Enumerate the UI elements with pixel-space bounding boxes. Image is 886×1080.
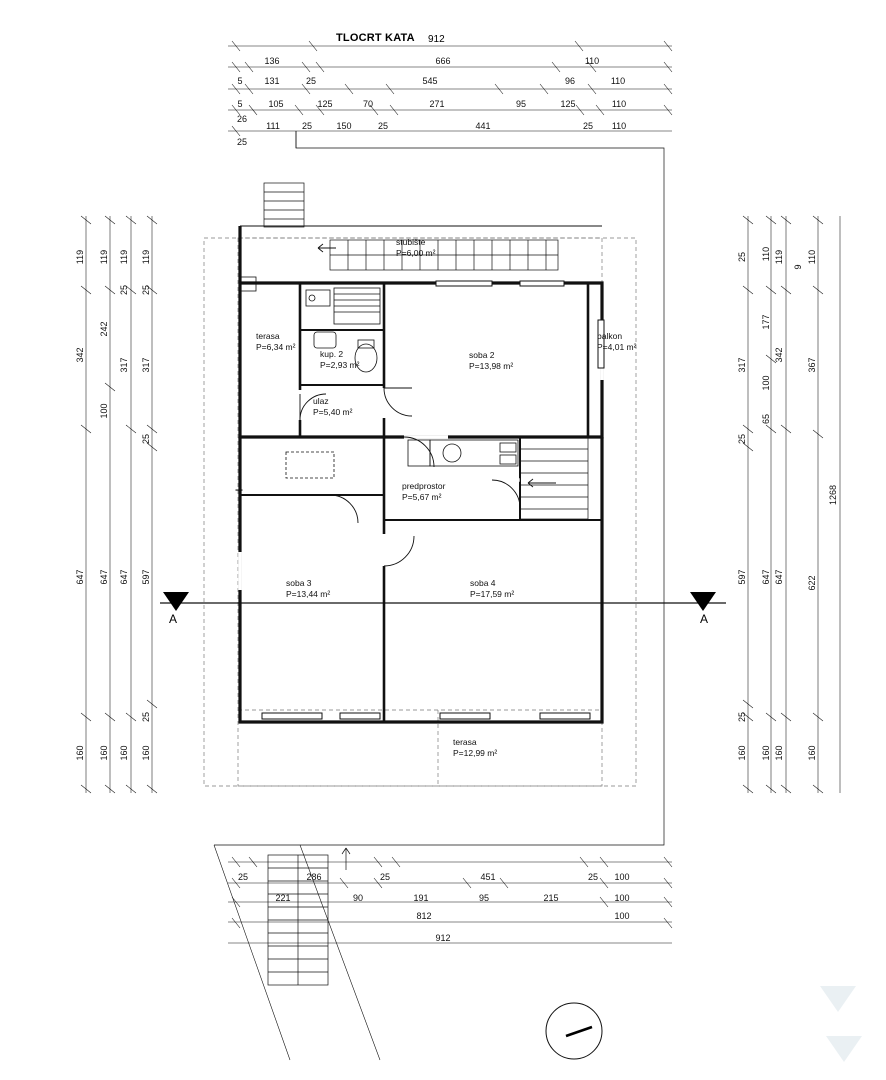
dimension-right: 160 — [737, 745, 747, 761]
dimension-bottom: 286 — [306, 872, 322, 882]
wall-openings — [240, 330, 602, 590]
dimension-top: 125 — [317, 99, 333, 109]
room-area: P=13,44 m² — [286, 589, 331, 599]
dimension-left: 647 — [75, 569, 85, 585]
dimension-bottom: 912 — [435, 933, 451, 943]
section-line-a-a — [160, 592, 726, 611]
dimension-top: 110 — [610, 76, 626, 86]
section-marker-left: A — [169, 612, 178, 626]
dimension-top: 95 — [515, 99, 526, 109]
dimension-bottom: 100 — [614, 872, 630, 882]
dimension-left: 317 — [119, 357, 129, 373]
room-label — [313, 396, 352, 418]
room-area: P=6,00 m² — [396, 248, 436, 258]
dimension-bottom: 100 — [614, 893, 630, 903]
watermark-shapes — [820, 986, 862, 1062]
room-label — [597, 331, 636, 353]
overall-dimension-top: 912 — [428, 34, 445, 45]
dimension-left: 160 — [75, 745, 85, 761]
dimension-right: 119 — [774, 249, 784, 265]
room-name: kup. 2 — [320, 349, 344, 359]
dimension-top: 26 — [236, 114, 247, 124]
dimension-top: 25 — [301, 121, 312, 131]
room-label — [320, 349, 359, 371]
room-label — [256, 331, 295, 353]
dimension-right: 317 — [737, 357, 747, 373]
dimension-bottom: 95 — [478, 893, 489, 903]
dimension-ticks — [81, 41, 823, 928]
dimension-top: 5 — [237, 76, 243, 86]
dimension-right: 160 — [774, 745, 784, 761]
room-label — [453, 737, 497, 759]
kitchen-fixtures — [408, 440, 518, 466]
dimension-top: 150 — [336, 121, 352, 131]
stair-exterior-top — [264, 183, 304, 227]
room-name: soba 4 — [470, 578, 496, 588]
dimension-left: 25 — [119, 285, 129, 296]
room-name: soba 3 — [286, 578, 312, 588]
room-name: ulaz — [313, 396, 329, 406]
room-name: terasa — [256, 331, 280, 341]
room-area: P=5,67 m² — [402, 492, 442, 502]
dimension-right: 622 — [807, 575, 817, 591]
north-arrow — [546, 1003, 602, 1059]
dimension-bottom: 221 — [275, 893, 291, 903]
room-label — [286, 578, 330, 600]
room-area: P=4,01 m² — [597, 342, 637, 352]
dimension-top: 25 — [582, 121, 593, 131]
dimension-top: 111 — [266, 121, 280, 131]
dimension-left: 119 — [141, 249, 151, 265]
dimension-left: 25 — [141, 285, 151, 296]
dimension-top: 110 — [611, 121, 627, 131]
dimension-left: 317 — [141, 357, 151, 373]
room-label — [470, 578, 514, 600]
stair-interior — [520, 437, 588, 519]
room-label — [402, 481, 445, 503]
dimension-right: 100 — [761, 375, 771, 391]
dimension-left: 160 — [141, 745, 151, 761]
dimension-left: 119 — [75, 249, 85, 265]
room-area: P=13,98 m² — [469, 361, 514, 371]
projection-outline — [204, 238, 636, 786]
room-area: P=5,40 m² — [313, 407, 353, 417]
room-area: P=12,99 m² — [453, 748, 498, 758]
room-area: P=6,34 m² — [256, 342, 296, 352]
misc-blocks — [240, 277, 334, 478]
dimension-top: 125 — [560, 99, 576, 109]
room-area: P=2,93 m² — [320, 360, 360, 370]
dimension-top: 70 — [362, 99, 373, 109]
dimension-left: 100 — [99, 403, 109, 419]
dimension-right: 160 — [807, 745, 817, 761]
dimension-top: 666 — [435, 56, 451, 66]
dimension-left: 647 — [119, 569, 129, 585]
dimension-bottom: 191 — [413, 893, 429, 903]
dimension-top: 545 — [422, 76, 438, 86]
stair-stubiste — [318, 240, 558, 270]
dimension-top: 96 — [564, 76, 575, 86]
dimension-left: 160 — [119, 745, 129, 761]
dimension-top: 25 — [236, 137, 247, 147]
dimension-right: 597 — [737, 569, 747, 585]
dimension-top: 110 — [611, 99, 627, 109]
dimension-right: 647 — [774, 569, 784, 585]
dimension-right: 1268 — [828, 484, 838, 506]
dimension-bottom: 25 — [379, 872, 390, 882]
dimension-right: 367 — [807, 357, 817, 373]
dimension-right: 110 — [807, 249, 817, 265]
dimension-bottom: 25 — [237, 872, 248, 882]
dimension-right: 25 — [737, 712, 747, 723]
dimension-bottom: 451 — [480, 872, 496, 882]
dimension-right: 647 — [761, 569, 771, 585]
dimension-top: 25 — [377, 121, 388, 131]
dimension-left: 342 — [75, 347, 85, 363]
dimension-bottom: 25 — [587, 872, 598, 882]
dimension-right: 160 — [761, 745, 771, 761]
dimension-right: 65 — [761, 414, 771, 425]
dimension-right: 177 — [761, 314, 771, 330]
dimension-top: 105 — [268, 99, 284, 109]
dimension-left: 597 — [141, 569, 151, 585]
dimension-bottom: 812 — [416, 911, 432, 921]
room-name: predprostor — [402, 481, 446, 491]
dimension-top: 441 — [475, 121, 491, 131]
dimension-right: 25 — [737, 252, 747, 263]
dimension-left: 119 — [99, 249, 109, 265]
room-label — [396, 237, 435, 259]
walls — [240, 226, 602, 722]
room-name: soba 2 — [469, 350, 495, 360]
room-name: terasa — [453, 737, 477, 747]
dimension-left: 25 — [141, 434, 151, 445]
dimension-bottom: 215 — [543, 893, 559, 903]
section-marker-right: A — [700, 612, 709, 626]
dimension-right: 110 — [761, 246, 771, 262]
dimension-top: 271 — [429, 99, 445, 109]
dimension-top: 110 — [584, 56, 600, 66]
dimension-top: 131 — [264, 76, 280, 86]
dimension-left: 25 — [141, 712, 151, 723]
dimension-top: 25 — [305, 76, 316, 86]
dimension-right: 25 — [737, 434, 747, 445]
room-name: stubište — [396, 237, 426, 247]
dimension-top: 136 — [264, 56, 280, 66]
page-title: TLOCRT KATA — [336, 32, 415, 44]
dimension-left: 119 — [119, 249, 129, 265]
dimension-left: 160 — [99, 745, 109, 761]
room-area: P=17,59 m² — [470, 589, 515, 599]
dimension-right: 9 — [793, 264, 803, 270]
dimension-left: 647 — [99, 569, 109, 585]
room-name: balkon — [597, 331, 623, 341]
dimension-bottom: 100 — [614, 911, 630, 921]
dimension-top: 5 — [237, 99, 243, 109]
room-label — [469, 350, 513, 372]
dimension-bottom: 90 — [352, 893, 363, 903]
dimension-left: 242 — [99, 321, 109, 337]
dimension-lines — [86, 46, 840, 943]
dimension-right: 342 — [774, 347, 784, 363]
